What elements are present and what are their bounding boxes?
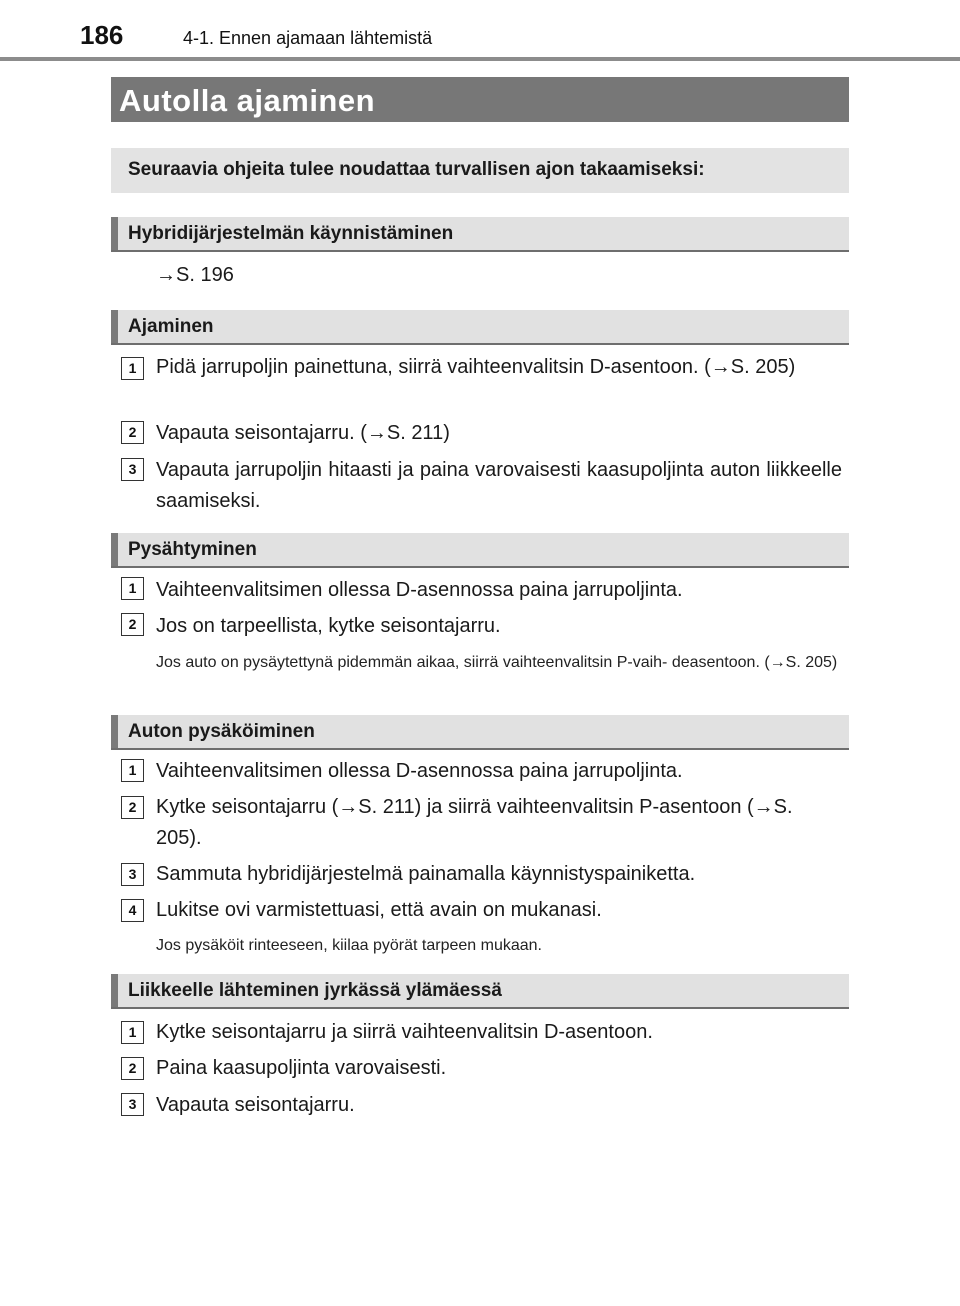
subheading-starting-label: Hybridijärjestelmän käynnistäminen (128, 223, 454, 244)
page-number: 186 (80, 20, 124, 50)
page-reference-link[interactable]: →S. 196 (156, 264, 234, 286)
subheading-driving-label: Ajaminen (128, 316, 214, 337)
step-number: 2 (121, 613, 144, 636)
step-text: Paina kaasupoljinta varovaisesti. (156, 1057, 447, 1079)
step-text: Vapauta seisontajarru. (→S. 211) (156, 422, 450, 444)
step-text: Pidä jarrupoljin painettuna, siirrä vaihteenvalitsin D-asentoon. (→S. 205) (156, 356, 796, 378)
step-text: Sammuta hybridijärjestelmä painamalla käynnistyspainiketta. (156, 863, 696, 885)
step-text: Vaihteenvalitsimen ollessa D-asennossa paina jarrupoljinta. (156, 579, 683, 601)
step-text: Vapauta seisontajarru. (156, 1094, 355, 1116)
step-number: 1 (121, 577, 144, 600)
step-text: Kytke seisontajarru (→S. 211) ja siirrä vaihteenvalitsin P-asentoon (→S. 205). (156, 796, 793, 849)
page-title: Autolla ajaminen (119, 83, 376, 118)
step-number: 3 (121, 458, 144, 481)
step-text: Vapauta jarrupoljin hitaasti ja paina varovaisesti kaasupoljinta auton liikkeelle saamiseksi. (156, 459, 842, 512)
subheading-starting (111, 217, 849, 252)
note-text: Jos auto on pysäytettynä pidemmän aikaa, siirrä vaihteenvalitsin P-vaih- deasentoon. (→S. 205) (156, 654, 838, 671)
step-number: 2 (121, 421, 144, 444)
step-text: Lukitse ovi varmistettuasi, että avain on mukanasi. (156, 899, 602, 921)
subheading-driving (111, 310, 849, 345)
subheading-stopping (111, 533, 849, 568)
step-text: Vaihteenvalitsimen ollessa D-asennossa paina jarrupoljinta. (156, 760, 683, 782)
section-title: 4-1. Ennen ajamaan lähtemistä (183, 28, 433, 48)
step-number: 1 (121, 759, 144, 782)
step-text: Jos on tarpeellista, kytke seisontajarru. (156, 615, 501, 637)
subheading-uphill-label: Liikkeelle lähteminen jyrkässä ylämäessä (128, 980, 502, 1001)
page-header (0, 0, 960, 62)
subheading-parking-label: Auton pysäköiminen (128, 721, 315, 742)
step-text: Kytke seisontajarru ja siirrä vaihteenvalitsin D-asentoon. (156, 1021, 653, 1043)
intro-text: Seuraavia ohjeita tulee noudattaa turvallisen ajon takaamiseksi: (128, 159, 705, 180)
header-divider (0, 57, 960, 61)
page-title-bar (111, 77, 849, 122)
step-number: 3 (121, 863, 144, 886)
step-number: 4 (121, 899, 144, 922)
subheading-parking (111, 715, 849, 750)
step-number: 2 (121, 1057, 144, 1080)
step-number: 2 (121, 796, 144, 819)
note-text: Jos pysäköit rinteeseen, kiilaa pyörät tarpeen mukaan. (156, 937, 542, 954)
subheading-stopping-label: Pysähtyminen (128, 539, 257, 560)
step-number: 1 (121, 1021, 144, 1044)
subheading-uphill (111, 974, 849, 1009)
intro-box (111, 148, 849, 193)
step-number: 3 (121, 1093, 144, 1116)
step-number: 1 (121, 357, 144, 380)
